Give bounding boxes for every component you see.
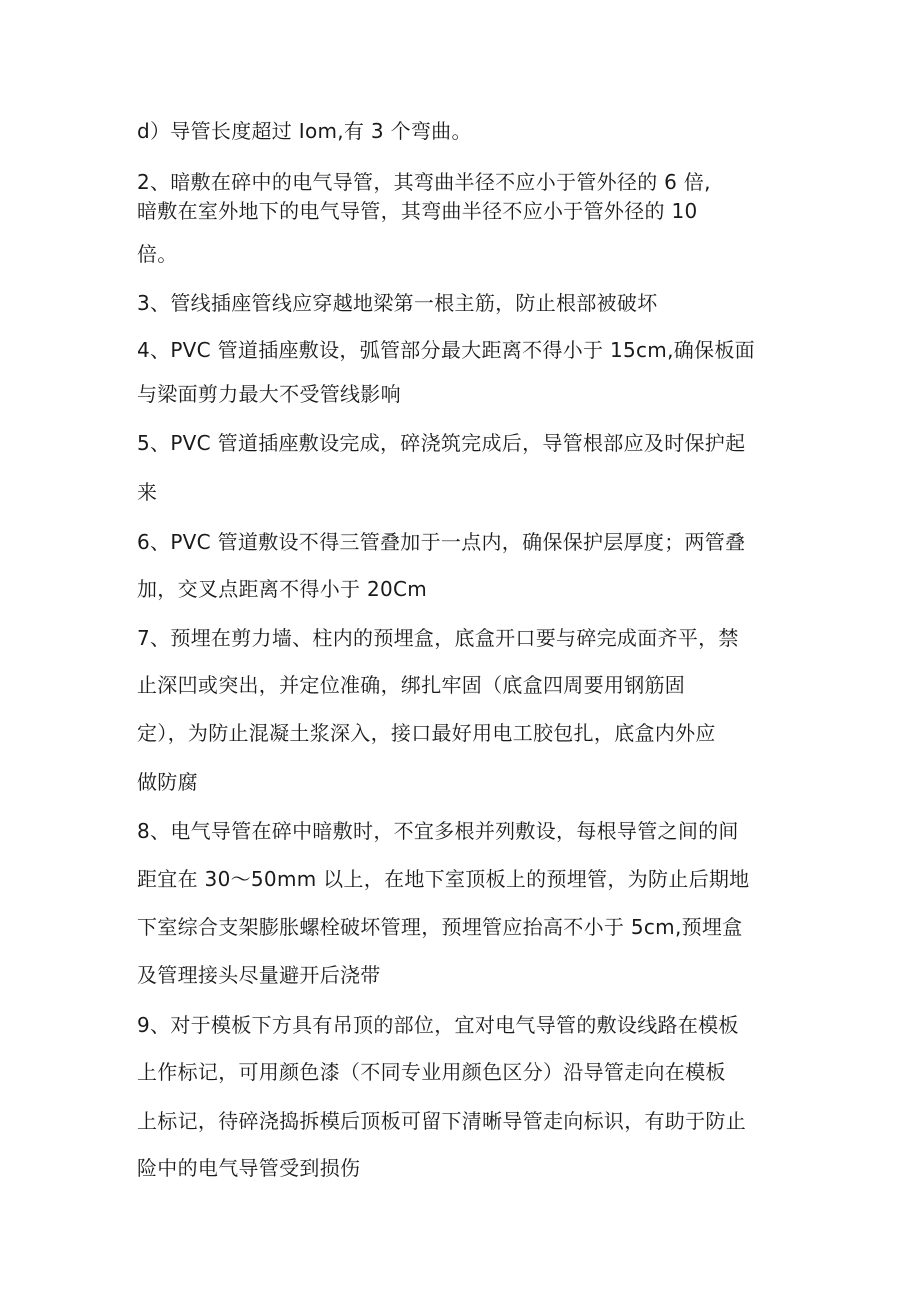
text-line: d）导管长度超过 Iom,有 3 个弯曲。 xyxy=(137,119,472,143)
text-line: 3、管线插座管线应穿越地梁第一根主筋，防止根部被破坏 xyxy=(137,291,658,315)
text-line: 定），为防止混凝土浆深入，接口最好用电工胶包扎，底盒内外应 xyxy=(137,721,716,745)
text-line: 6、PVC 管道敷设不得三管叠加于一点内，确保保护层厚度；两管叠 xyxy=(137,530,746,554)
text-line: 2、暗敷在碎中的电气导管，其弯曲半径不应小于管外径的 6 倍, xyxy=(137,170,711,194)
text-line: 加，交叉点距离不得小于 20Cm xyxy=(137,577,428,601)
text-line: 做防腐 xyxy=(137,770,198,794)
text-line: 与梁面剪力最大不受管线影响 xyxy=(137,382,401,406)
text-line: 及管理接头尽量避开后浇带 xyxy=(137,963,381,987)
text-line: 下室综合支架膨胀螺栓破坏管理，预埋管应抬高不小于 5cm,预埋盒 xyxy=(137,915,743,939)
text-line: 险中的电气导管受到损伤 xyxy=(137,1156,361,1180)
text-line: 上标记，待碎浇捣拆模后顶板可留下清晰导管走向标识，有助于防止 xyxy=(137,1109,746,1133)
text-line: 5、PVC 管道插座敷设完成，碎浇筑完成后，导管根部应及时保护起 xyxy=(137,431,746,455)
text-line: 9、对于模板下方具有吊顶的部位，宜对电气导管的敷设线路在模板 xyxy=(137,1013,739,1037)
text-line: 上作标记，可用颜色漆（不同专业用颜色区分）沿导管走向在模板 xyxy=(137,1060,726,1084)
text-line: 7、预埋在剪力墙、柱内的预埋盒，底盒开口要与碎完成面齐平，禁 xyxy=(137,626,739,650)
text-line: 8、电气导管在碎中暗敷时，不宜多根并列敷设，每根导管之间的间 xyxy=(137,819,739,843)
text-line: 暗敷在室外地下的电气导管，其弯曲半径不应小于管外径的 10 xyxy=(137,199,698,223)
text-line: 4、PVC 管道插座敷设，弧管部分最大距离不得小于 15cm,确保板面 xyxy=(137,338,755,362)
text-line: 来 xyxy=(137,480,158,504)
text-line: 倍。 xyxy=(137,242,178,266)
text-line: 距宜在 30～50mm 以上，在地下室顶板上的预埋管，为防止后期地 xyxy=(137,867,750,891)
text-line: 止深凹或突出，并定位准确，绑扎牢固（底盒四周要用钢筋固 xyxy=(137,673,686,697)
